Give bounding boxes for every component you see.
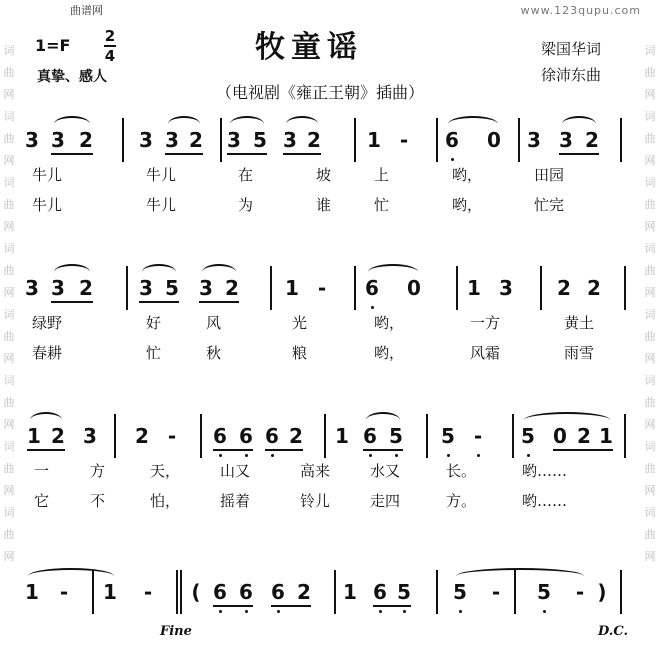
lyric: 忙完 <box>534 196 565 214</box>
lyric: 摇着 <box>220 492 251 510</box>
note: 0 <box>553 424 567 448</box>
beam-underline <box>265 449 303 451</box>
note: 5 <box>537 580 551 604</box>
note: 3 <box>139 128 153 152</box>
note: 2 <box>585 128 599 152</box>
beam-underline <box>199 301 239 303</box>
bar-line <box>518 118 520 162</box>
side-watermark-char: 曲 <box>644 132 656 145</box>
lyric: 长。 <box>446 462 477 480</box>
lyric: 走四 <box>370 492 401 510</box>
dc-mark: D.C. <box>598 624 628 639</box>
note: 2 <box>79 276 93 300</box>
tie-slur <box>286 116 318 132</box>
note: 5 <box>397 580 411 604</box>
note: 3 <box>83 424 97 448</box>
side-watermark-char: 词 <box>644 242 656 255</box>
note: 2 <box>587 276 601 300</box>
fine-mark: Fine <box>160 624 192 639</box>
tie-slur <box>448 116 498 132</box>
note: 0 <box>407 276 421 300</box>
note: ) <box>597 580 607 604</box>
note: 6 <box>271 580 285 604</box>
note: 5 <box>521 424 535 448</box>
note: 3 <box>25 276 39 300</box>
side-watermark-char: 词 <box>644 308 656 321</box>
note: 6 <box>363 424 377 448</box>
low-octave-dot <box>459 610 462 613</box>
side-watermark-char: 词 <box>644 506 656 519</box>
note: 1 <box>285 276 299 300</box>
side-watermark-char: 曲 <box>644 198 656 211</box>
watermark-top: 曲谱网 <box>70 4 103 17</box>
low-octave-dot <box>219 610 222 613</box>
side-watermark-char: 曲 <box>644 264 656 277</box>
note: 2 <box>189 128 203 152</box>
side-watermark-char: 曲 <box>3 198 15 211</box>
note: 1 <box>343 580 357 604</box>
key-signature: 1=F <box>35 36 71 55</box>
beam-underline <box>227 153 267 155</box>
low-octave-dot <box>403 610 406 613</box>
side-watermark-char: 曲 <box>3 528 15 541</box>
note: 3 <box>51 276 65 300</box>
side-watermark-char: 网 <box>644 418 656 431</box>
side-watermark-char: 词 <box>3 374 15 387</box>
side-watermark-char: 网 <box>3 220 15 233</box>
lyric: 天， <box>150 462 181 480</box>
note: ( <box>191 580 201 604</box>
bar-line <box>200 414 202 458</box>
lyricist: 梁国华词 <box>541 40 602 58</box>
lyric: 牛儿 <box>146 166 177 184</box>
note: - <box>143 580 153 604</box>
note: 5 <box>253 128 267 152</box>
side-watermark-char: 词 <box>3 242 15 255</box>
side-watermark-char: 曲 <box>644 462 656 475</box>
side-watermark-char: 网 <box>644 220 656 233</box>
note: - <box>473 424 483 448</box>
note: 3 <box>139 276 153 300</box>
side-watermark-char: 曲 <box>3 66 15 79</box>
low-octave-dot <box>369 454 372 457</box>
bar-line <box>220 118 222 162</box>
side-watermark-char: 网 <box>644 286 656 299</box>
note: 1 <box>25 580 39 604</box>
bar-line <box>624 414 626 458</box>
side-watermark-char: 词 <box>3 308 15 321</box>
side-watermark-char: 词 <box>644 176 656 189</box>
lyric: 牛儿 <box>146 196 177 214</box>
low-octave-dot <box>543 610 546 613</box>
lyric: 谁 <box>316 196 332 214</box>
song-title: 牧童谣 <box>255 30 363 65</box>
beam-underline <box>165 153 203 155</box>
bar-line <box>180 570 182 614</box>
side-watermark-char: 网 <box>3 88 15 101</box>
side-watermark-char: 曲 <box>644 66 656 79</box>
bar-line <box>620 570 622 614</box>
lyric: 哟， <box>452 166 483 184</box>
bar-line <box>270 266 272 310</box>
beam-underline <box>213 605 253 607</box>
note: 3 <box>283 128 297 152</box>
lyric: 不 <box>90 492 106 510</box>
lyric: 一方 <box>470 314 501 332</box>
note: 3 <box>227 128 241 152</box>
note: 2 <box>297 580 311 604</box>
note: 1 <box>27 424 41 448</box>
note: 3 <box>499 276 513 300</box>
lyric: 哟…… <box>522 492 568 510</box>
side-watermark-char: 网 <box>3 484 15 497</box>
side-watermark-char: 曲 <box>3 132 15 145</box>
note: - <box>575 580 585 604</box>
bar-line <box>540 266 542 310</box>
side-watermark-char: 网 <box>644 88 656 101</box>
note: - <box>317 276 327 300</box>
lyric: 风 <box>206 314 222 332</box>
tie-slur <box>28 568 114 584</box>
note: 6 <box>365 276 379 300</box>
lyric: 秋 <box>206 344 222 362</box>
note: 2 <box>577 424 591 448</box>
lyric: 哟…… <box>522 462 568 480</box>
tie-slur <box>168 116 200 132</box>
lyric: 风霜 <box>470 344 501 362</box>
side-watermark-char: 词 <box>644 110 656 123</box>
note: 1 <box>103 580 117 604</box>
note: 5 <box>165 276 179 300</box>
side-watermark-left <box>2 40 16 568</box>
lyric: 哟， <box>452 196 483 214</box>
lyric: 上 <box>374 166 390 184</box>
lyric: 怕， <box>150 492 181 510</box>
low-octave-dot <box>219 454 222 457</box>
lyric: 水又 <box>370 462 401 480</box>
tie-slur <box>30 412 62 428</box>
side-watermark-char: 曲 <box>644 330 656 343</box>
side-watermark-char: 词 <box>644 440 656 453</box>
side-watermark-char: 网 <box>644 154 656 167</box>
low-octave-dot <box>277 610 280 613</box>
watermark-url: www.123qupu.com <box>520 4 641 17</box>
lyric: 高来 <box>300 462 331 480</box>
note: 6 <box>373 580 387 604</box>
side-watermark-char: 网 <box>3 418 15 431</box>
low-octave-dot <box>447 454 450 457</box>
side-watermark-char: 词 <box>3 44 15 57</box>
lyric: 黄土 <box>564 314 595 332</box>
note: 2 <box>51 424 65 448</box>
lyric: 一 <box>34 462 50 480</box>
lyric: 哟， <box>374 344 405 362</box>
note: 6 <box>213 580 227 604</box>
side-watermark-char: 网 <box>644 550 656 563</box>
lyric: 绿野 <box>32 314 63 332</box>
side-watermark-char: 曲 <box>3 462 15 475</box>
side-watermark-char: 网 <box>3 286 15 299</box>
side-watermark-char: 词 <box>3 176 15 189</box>
lyric: 忙 <box>146 344 162 362</box>
note: 3 <box>527 128 541 152</box>
lyric: 粮 <box>292 344 308 362</box>
low-octave-dot <box>245 610 248 613</box>
lyric: 坡 <box>316 166 332 184</box>
side-watermark-char: 词 <box>3 110 15 123</box>
note: 5 <box>389 424 403 448</box>
bar-line <box>456 266 458 310</box>
beam-underline <box>373 605 411 607</box>
note: - <box>167 424 177 448</box>
tie-slur <box>456 568 584 584</box>
low-octave-dot <box>527 454 530 457</box>
note: - <box>399 128 409 152</box>
tie-slur <box>368 264 418 280</box>
note: 2 <box>289 424 303 448</box>
tie-slur <box>54 116 90 132</box>
lyric: 它 <box>34 492 50 510</box>
lyric: 忙 <box>374 196 390 214</box>
note: 6 <box>239 424 253 448</box>
beam-underline <box>27 449 65 451</box>
side-watermark-char: 曲 <box>3 330 15 343</box>
note: 2 <box>557 276 571 300</box>
lyric: 在 <box>238 166 254 184</box>
bar-line <box>122 118 124 162</box>
lyric: 为 <box>238 196 254 214</box>
composer: 徐沛东曲 <box>541 66 602 84</box>
tie-slur <box>366 412 400 428</box>
tie-slur <box>230 116 264 132</box>
note: 6 <box>265 424 279 448</box>
note: 6 <box>445 128 459 152</box>
note: 1 <box>467 276 481 300</box>
bar-line <box>426 414 428 458</box>
side-watermark-char: 曲 <box>644 528 656 541</box>
bar-line <box>334 570 336 614</box>
note: - <box>59 580 69 604</box>
note: 3 <box>199 276 213 300</box>
side-watermark-char: 曲 <box>3 264 15 277</box>
time-signature <box>104 28 116 64</box>
lyric: 山又 <box>220 462 251 480</box>
bar-line <box>624 266 626 310</box>
tie-slur <box>54 264 90 280</box>
lyric: 哟， <box>374 314 405 332</box>
bar-line <box>620 118 622 162</box>
side-watermark-char: 词 <box>3 506 15 519</box>
note: 3 <box>165 128 179 152</box>
low-octave-dot <box>451 158 454 161</box>
time-top: 2 <box>104 27 116 45</box>
note: 1 <box>367 128 381 152</box>
note: 6 <box>239 580 253 604</box>
beam-underline <box>51 301 93 303</box>
tie-slur <box>142 264 176 280</box>
lyric: 光 <box>292 314 308 332</box>
lyric: 方。 <box>446 492 477 510</box>
tie-slur <box>202 264 236 280</box>
bar-line <box>114 414 116 458</box>
bar-line <box>176 570 178 614</box>
note: 5 <box>441 424 455 448</box>
lyric: 田园 <box>534 166 565 184</box>
bar-line <box>436 118 438 162</box>
beam-underline <box>553 449 613 451</box>
side-watermark-char: 词 <box>644 374 656 387</box>
low-octave-dot <box>371 306 374 309</box>
beam-underline <box>559 153 599 155</box>
bar-line <box>324 414 326 458</box>
low-octave-dot <box>477 454 480 457</box>
beam-underline <box>213 449 253 451</box>
lyric: 春耕 <box>32 344 63 362</box>
low-octave-dot <box>271 454 274 457</box>
note: 3 <box>559 128 573 152</box>
side-watermark-char: 网 <box>644 484 656 497</box>
note: 2 <box>79 128 93 152</box>
note: 1 <box>599 424 613 448</box>
bar-line <box>512 414 514 458</box>
note: 2 <box>225 276 239 300</box>
low-octave-dot <box>379 610 382 613</box>
side-watermark-char: 词 <box>644 44 656 57</box>
low-octave-dot <box>395 454 398 457</box>
lyric: 雨雪 <box>564 344 595 362</box>
note: - <box>491 580 501 604</box>
bar-line <box>126 266 128 310</box>
note: 2 <box>307 128 321 152</box>
note: 3 <box>25 128 39 152</box>
note: 5 <box>453 580 467 604</box>
lyric: 好 <box>146 314 162 332</box>
side-watermark-char: 曲 <box>644 396 656 409</box>
beam-underline <box>51 153 93 155</box>
lyric: 铃儿 <box>300 492 331 510</box>
bar-line <box>354 266 356 310</box>
lyric: 牛儿 <box>32 166 63 184</box>
time-bottom: 4 <box>104 46 116 65</box>
subtitle: （电视剧《雍正王朝》插曲） <box>216 83 425 102</box>
bar-line <box>354 118 356 162</box>
lyric: 方 <box>90 462 106 480</box>
tie-slur <box>524 412 610 428</box>
note: 6 <box>213 424 227 448</box>
note: 3 <box>51 128 65 152</box>
side-watermark-char: 曲 <box>3 396 15 409</box>
beam-underline <box>139 301 179 303</box>
bar-line <box>436 570 438 614</box>
lyric: 牛儿 <box>32 196 63 214</box>
note: 2 <box>135 424 149 448</box>
side-watermark-char: 网 <box>644 352 656 365</box>
side-watermark-char: 词 <box>3 440 15 453</box>
tie-slur <box>562 116 596 132</box>
note: 1 <box>335 424 349 448</box>
beam-underline <box>271 605 311 607</box>
note: 0 <box>487 128 501 152</box>
low-octave-dot <box>245 454 248 457</box>
side-watermark-char: 网 <box>3 154 15 167</box>
beam-underline <box>283 153 321 155</box>
side-watermark-char: 网 <box>3 550 15 563</box>
beam-underline <box>363 449 403 451</box>
side-watermark-right <box>643 40 657 568</box>
side-watermark-char: 网 <box>3 352 15 365</box>
expression-mark: 真挚、感人 <box>37 69 107 85</box>
